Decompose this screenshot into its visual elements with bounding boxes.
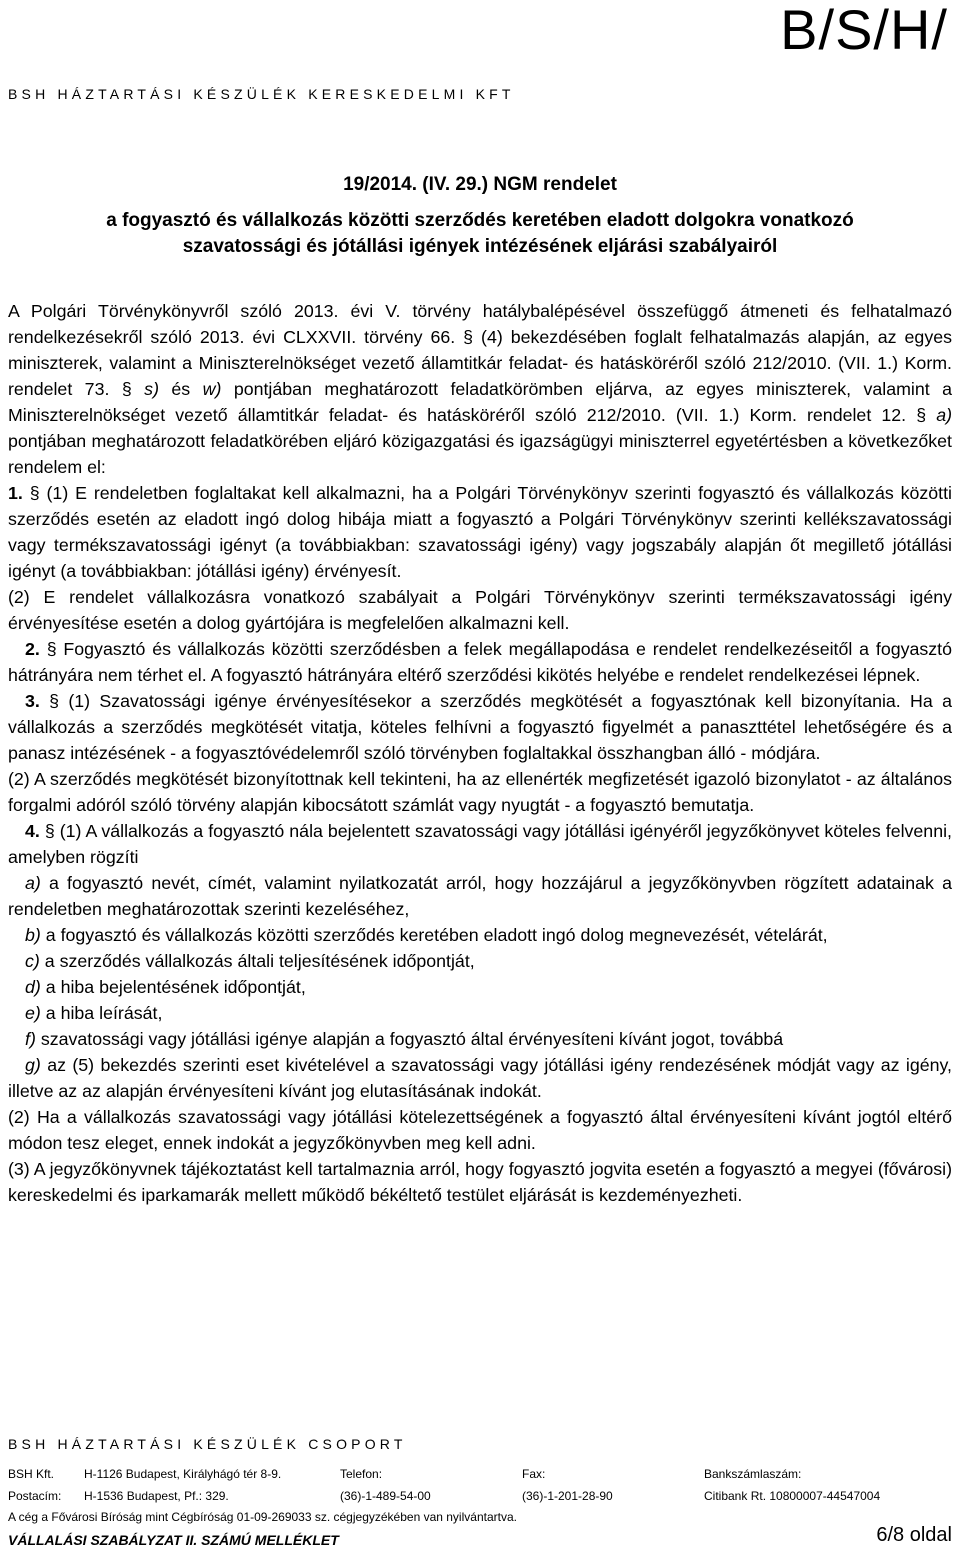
text-run <box>40 639 47 659</box>
appendix-label: VÁLLALÁSI SZABÁLYZAT II. SZÁMÚ MELLÉKLET <box>8 1532 339 1548</box>
section-4-item-f <box>8 1026 952 1052</box>
text-run: a hiba bejelentésének időpontját, <box>40 977 306 997</box>
text-run: a hiba leírását, <box>40 1003 163 1023</box>
section-4-item-a <box>8 870 952 922</box>
section-4-item-g <box>8 1052 952 1104</box>
item-marker: b) <box>25 925 41 945</box>
section-number: 2. <box>25 639 40 659</box>
page-number: 6/8 oldal <box>876 1524 952 1546</box>
item-marker: c) <box>25 951 40 971</box>
section-4-item-e <box>8 1000 952 1026</box>
bank-account-label: Bankszámlaszám: <box>704 1467 802 1481</box>
text-run: a szerződés vállalkozás általi teljesítésének időpontját, <box>39 951 475 971</box>
company-group-footer: BSH HÁZTARTÁSI KÉSZÜLÉK CSOPORT <box>8 1436 407 1452</box>
text-run: (1) E rendeletben foglaltakat kell alkalmazni, ha a Polgári Törvénykönyv szerinti fogyasztó és vállalkozás közötti szerződés esetén az eladott ingó dolog hibája miatt a fogyasztó a Polgári Törvénykönyv szerinti kellékszavatossági vagy termékszavatossági igényt (a továbbiakban: szavatossági igény) vagy jogszabály alapján őt megillető jótállási igényt (a továbbiakban: jótállási igény) érvényesít. <box>8 483 952 581</box>
regulation-subject: a fogyasztó és vállalkozás közötti szerződés keretében eladott dolgokra vonatkozó szavatossági és jótállási igények intézésének eljárási szabályairól <box>106 210 854 257</box>
company-name: BSH Kft. <box>8 1467 55 1481</box>
text-run: szavatossági vagy jótállási igénye alapján a fogyasztó által érvényesíteni kívánt jogot, továbbá <box>35 1029 784 1049</box>
item-marker: g) <box>25 1055 41 1075</box>
section-sign: § <box>29 483 40 503</box>
text-run: (1) A vállalkozás a fogyasztó nála bejelentett szavatossági vagy jótállási igényéről jegyzőkönyvet köteles felvenni, amelyben rögzíti <box>8 821 952 867</box>
text-run: (2) A szerződés megkötését bizonyítottnak kell tekinteni, ha az ellenérték megfizetését igazoló bizonylatot - az általános forgalmi adóról szóló törvény alapján kibocsátott számlát vagy nyugtát - a fogyasztó bemutatja. <box>8 769 952 815</box>
text-run: pontjában meghatározott feladatkörömben eljárva, az egyes miniszterek, valamint a Miniszterelnökséget vezető államtitkár feladat- és hatásköréről szóló 212/2010. (VII. 1.) Korm. rendelet 12. <box>8 379 952 425</box>
preamble-paragraph <box>8 298 952 480</box>
section-4-item-d <box>8 974 952 1000</box>
section-number: 3. <box>25 691 40 711</box>
item-marker: s) <box>144 379 159 399</box>
section-4-item-c <box>8 948 952 974</box>
text-run: (4) bekezdésében foglalt felhatalmazás alapján, az egyes miniszterek, valamint a Miniszterelnökséget vezető államtitkár feladat- és hatásköréről szóló 212/2010. (VII. 1.) Korm. rendelet 73. <box>8 327 952 399</box>
text-run <box>40 691 49 711</box>
text-run: (1) Szavatossági igénye érvényesítésekor a szerződés megkötését a fogyasztónak kell bizonyítania. Ha a vállalkozás a szerződés megkötését vitatja, köteles felhívni a fogyasztó figyelmét a panaszttétel lehetőségére és a panasz intézésének - a fogyasztóvédelemről szóló törvényben foglaltakkal összhangban álló - módjára. <box>8 691 952 763</box>
section-4-paragraph-1 <box>8 818 952 870</box>
text-run: Fogyasztó és vállalkozás közötti szerződésben a felek megállapodása e rendelet rendelkezéseitől a fogyasztó hátrányára nem térhet el. A fogyasztó hátrányára eltérő szerződési kikötés helyébe e rendelet rendelkezései lépnek. <box>8 639 952 685</box>
section-sign: § <box>46 639 57 659</box>
text-run: és <box>158 379 203 399</box>
section-4-item-b <box>8 922 952 948</box>
text-run: A Polgári Törvénykönyvről szóló 2013. évi V. törvény hatálybalépésével összefüggő átmeneti és felhatalmazó rendelkezésekről szóló 2013. évi CLXXVII. törvény 66. <box>8 301 952 347</box>
section-3-paragraph-1 <box>8 688 952 766</box>
section-sign: § <box>463 327 474 347</box>
text-run: (2) Ha a vállalkozás szavatossági vagy jótállási kötelezettségének a fogyasztó által érvényesíteni kívánt jogtól eltérő módon tesz eleget, ennek indokát a jegyzőkönyvben meg kell adni. <box>8 1107 952 1153</box>
item-marker: a) <box>936 405 952 425</box>
text-run: pontjában meghatározott feladatkörében eljáró közigazgatási és igazságügyi miniszterrel egyetértésben a következőket rendelem el: <box>8 431 952 477</box>
section-4-paragraph-2 <box>8 1104 952 1156</box>
bsh-logo: B/S/H/ <box>780 0 948 61</box>
phone-label: Telefon: <box>340 1467 383 1481</box>
bank-account-number: Citibank Rt. 10800007-44547004 <box>704 1489 881 1503</box>
item-marker: w) <box>202 379 222 399</box>
company-info-row-2 <box>8 1489 952 1511</box>
phone-number: (36)-1-489-54-00 <box>340 1489 431 1503</box>
document-title <box>0 172 960 260</box>
section-1-paragraph-1 <box>8 480 952 584</box>
section-sign: § <box>49 691 60 711</box>
court-registration: A cég a Fővárosi Bíróság mint Cégbíróság 01-09-269033 sz. cégjegyzékében van nyilvántartva. <box>8 1510 517 1524</box>
postal-address: H-1536 Budapest, Pf.: 329. <box>84 1489 229 1503</box>
text-run: (2) E rendelet vállalkozásra vonatkozó szabályait a Polgári Törvénykönyv szerinti termékszavatossági igény érvényesítése esetén a dolog gyártójára is megfelelően alkalmazni kell. <box>8 587 952 633</box>
regulation-body <box>8 298 952 1208</box>
postal-label: Postacím: <box>8 1489 62 1503</box>
regulation-number: 19/2014. (IV. 29.) NGM rendelet <box>343 174 617 195</box>
section-sign: § <box>121 379 132 399</box>
item-marker: a) <box>25 873 41 893</box>
text-run <box>926 405 936 425</box>
section-number: 4. <box>25 821 40 841</box>
company-info <box>8 1467 952 1511</box>
text-run: (3) A jegyzőkönyvnek tájékoztatást kell tartalmaznia arról, hogy fogyasztó jogvita esetén a fogyasztó a megyei (fővárosi) kereskedelmi és iparkamarák mellett működő békéltető testület eljárását is kezdeményezheti. <box>8 1159 952 1205</box>
text-run: az (5) bekezdés szerinti eset kivételével a szavatossági vagy jótállási igény rendezésének módját vagy az igény, illetve az az alapján érvényesíteni kívánt jog elutasításának indokát. <box>8 1055 952 1101</box>
item-marker: d) <box>25 977 41 997</box>
text-run: a fogyasztó nevét, címét, valamint nyilatkozatát arról, hogy hozzájárul a jegyzőkönyvben rögzített adatainak a rendeletben meghatározottak szerinti kezeléséhez, <box>8 873 952 919</box>
company-address: H-1126 Budapest, Királyhágó tér 8-9. <box>84 1467 282 1481</box>
section-sign: § <box>44 821 55 841</box>
fax-label: Fax: <box>522 1467 546 1481</box>
company-info-row-1 <box>8 1467 952 1489</box>
item-marker: e) <box>25 1003 41 1023</box>
text-run <box>23 483 30 503</box>
fax-number: (36)-1-201-28-90 <box>522 1489 613 1503</box>
text-run <box>132 379 144 399</box>
company-name-header: BSH HÁZTARTÁSI KÉSZÜLÉK KERESKEDELMI KFT <box>8 86 515 102</box>
section-1-paragraph-2 <box>8 584 952 636</box>
section-number: 1. <box>8 483 23 503</box>
text-run: a fogyasztó és vállalkozás közötti szerződés keretében eladott ingó dolog megnevezését, vételárát, <box>40 925 828 945</box>
section-4-paragraph-3 <box>8 1156 952 1208</box>
section-sign: § <box>916 405 927 425</box>
item-marker: f) <box>25 1029 36 1049</box>
section-3-paragraph-2 <box>8 766 952 818</box>
section-2-paragraph <box>8 636 952 688</box>
